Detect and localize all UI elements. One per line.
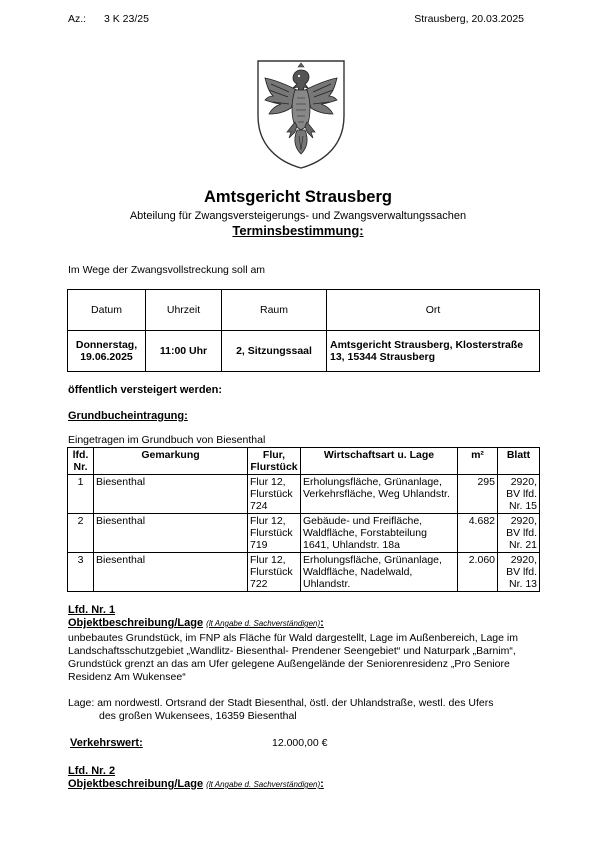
cell-m2: 4.682 bbox=[458, 514, 498, 553]
place-date: Strausberg, 20.03.2025 bbox=[414, 13, 524, 25]
item-1-lage bbox=[68, 697, 538, 723]
lage-line: Lage: am nordwestl. Ortsrand der Stadt Biesenthal, östl. der Uhlandstraße, westl. des Ufers bbox=[68, 697, 494, 709]
column-header-m2: m² bbox=[458, 448, 498, 475]
cell-wirtschaftsart: Erholungsfläche, Grünanlage, Verkehrsfläche, Weg Uhlandstr. bbox=[301, 475, 458, 514]
column-header: Uhrzeit bbox=[146, 290, 222, 331]
cell-wirtschaftsart: Gebäude- und Freifläche, Waldfläche, Forstabteilung 1641, Uhlandstr. 18a bbox=[301, 514, 458, 553]
table-row bbox=[68, 514, 540, 553]
item-2-label: Lfd. Nr. 2 bbox=[68, 765, 116, 777]
cell-flur: Flur 12, Flurstück 722 bbox=[248, 553, 301, 592]
termin-date-value: 19.06.2025 bbox=[80, 351, 133, 363]
grundbuch-caption: Eingetragen im Grundbuch von Biesenthal bbox=[68, 434, 266, 446]
lage-line: des großen Wukensees, 16359 Biesenthal bbox=[99, 710, 297, 722]
column-header-lfd: lfd. Nr. bbox=[68, 448, 94, 475]
termin-time: 11:00 Uhr bbox=[146, 331, 222, 372]
column-header-flur: Flur, Flurstück bbox=[248, 448, 301, 475]
termin-table bbox=[67, 289, 540, 372]
object-note: (lt Angabe d. Sachverständigen) bbox=[206, 780, 321, 789]
intro-text: Im Wege der Zwangsvollstreckung soll am bbox=[68, 264, 266, 276]
column-header: Ort bbox=[327, 290, 540, 331]
object-label: Objektbeschreibung/Lage bbox=[68, 778, 204, 790]
brandenburg-eagle-crest-icon bbox=[255, 58, 347, 170]
cell-lfd: 3 bbox=[68, 553, 94, 592]
cell-gemarkung: Biesenthal bbox=[94, 553, 248, 592]
object-colon: : bbox=[320, 778, 324, 790]
cell-blatt: 2920, BV lfd. Nr. 21 bbox=[498, 514, 540, 553]
auction-statement: öffentlich versteigert werden: bbox=[68, 384, 223, 396]
column-header: Raum bbox=[222, 290, 327, 331]
table-row bbox=[68, 475, 540, 514]
cell-gemarkung: Biesenthal bbox=[94, 475, 248, 514]
cell-wirtschaftsart: Erholungsfläche, Grünanlage, Waldfläche, Nadelwald, Uhlandstr. bbox=[301, 553, 458, 592]
cell-m2: 2.060 bbox=[458, 553, 498, 592]
column-header-gemarkung: Gemarkung bbox=[94, 448, 248, 475]
cell-blatt: 2920, BV lfd. Nr. 13 bbox=[498, 553, 540, 592]
object-label: Objektbeschreibung/Lage bbox=[68, 617, 204, 629]
aktenzeichen bbox=[68, 13, 149, 25]
table-row bbox=[68, 553, 540, 592]
column-header-wirtschaftsart: Wirtschaftsart u. Lage bbox=[301, 448, 458, 475]
court-name: Amtsgericht Strausberg bbox=[204, 188, 392, 206]
cell-blatt: 2920, BV lfd. Nr. 15 bbox=[498, 475, 540, 514]
aktenzeichen-label: Az.: bbox=[68, 13, 87, 25]
document-title: Terminsbestimmung: bbox=[232, 223, 364, 238]
grundbuch-table bbox=[67, 447, 540, 592]
table-header-row bbox=[68, 448, 540, 475]
table-header-row bbox=[68, 290, 540, 331]
item-1-label: Lfd. Nr. 1 bbox=[68, 604, 116, 616]
cell-lfd: 1 bbox=[68, 475, 94, 514]
cell-m2: 295 bbox=[458, 475, 498, 514]
court-department: Abteilung für Zwangsversteigerungs- und Zwangsverwaltungssachen bbox=[129, 210, 467, 222]
object-note: (lt Angabe d. Sachverständigen) bbox=[206, 619, 321, 628]
verkehrswert-label: Verkehrswert: bbox=[70, 737, 143, 749]
item-2-object-heading bbox=[68, 778, 324, 790]
aktenzeichen-value: 3 K 23/25 bbox=[104, 13, 149, 25]
cell-gemarkung: Biesenthal bbox=[94, 514, 248, 553]
column-header-blatt: Blatt bbox=[498, 448, 540, 475]
item-1-object-heading bbox=[68, 617, 324, 629]
grundbuch-heading: Grundbucheintragung: bbox=[68, 410, 188, 422]
termin-weekday: Donnerstag, bbox=[75, 339, 138, 351]
termin-room: 2, Sitzungssaal bbox=[222, 331, 327, 372]
verkehrswert-value: 12.000,00 € bbox=[272, 737, 328, 749]
column-header: Datum bbox=[68, 290, 146, 331]
table-row bbox=[68, 331, 540, 372]
object-colon: : bbox=[320, 617, 324, 629]
cell-flur: Flur 12, Flurstück 724 bbox=[248, 475, 301, 514]
cell-flur: Flur 12, Flurstück 719 bbox=[248, 514, 301, 553]
termin-place: Amtsgericht Strausberg, Klosterstraße 13, 15344 Strausberg bbox=[327, 331, 540, 372]
cell-lfd: 2 bbox=[68, 514, 94, 553]
item-1-description: unbebautes Grundstück, im FNP als Fläche für Wald dargestellt, Lage im Außenbereich, Lage im Landschaftsschutzgebiet „Wandlitz- Biesenthal- Prendener Seengebiet“ und Naturpark „Barnim“, Grundstück grenzt an das am Ufer gelegene Außengelände der Seniorenresidenz „Pro Seniore Residenz Am Wukensee“ bbox=[68, 632, 518, 683]
termin-date bbox=[68, 331, 146, 372]
